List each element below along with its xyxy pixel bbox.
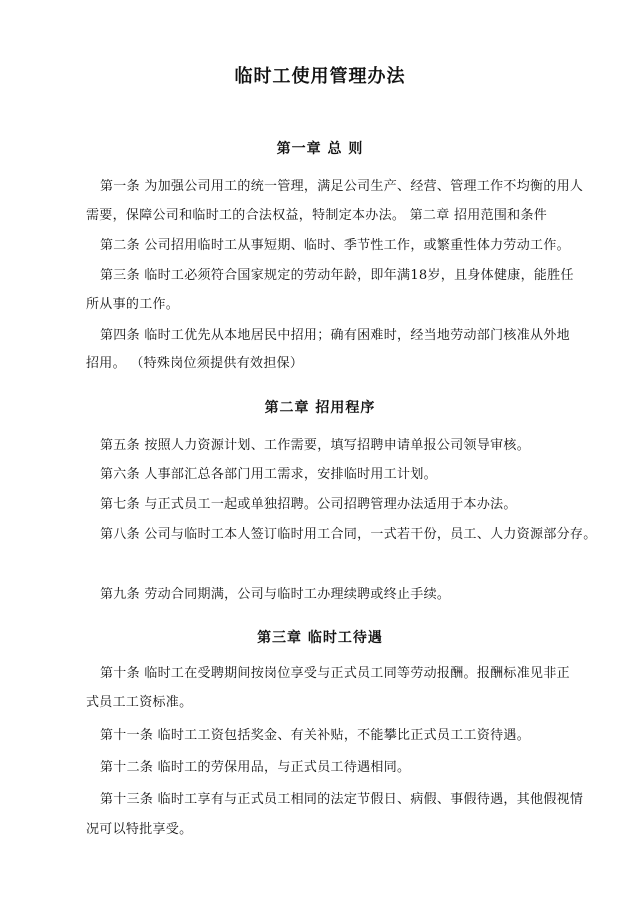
article-13-line-1: 第十三条 临时工享有与正式员工相同的法定节假日、病假、事假待遇，其他假视情 [100,792,584,807]
article-10-line-1: 第十条 临时工在受聘期间按岗位享受与正式员工同等劳动报酬。报酬标准见非正 [100,666,570,681]
chapter-2-heading: 第二章 招用程序 [264,400,376,416]
article-5: 第五条 按照人力资源计划、工作需要，填写招聘申请单报公司领导审核。 [100,438,531,453]
article-4-line-2: 招用。 （特殊岗位须提供有效担保） [86,356,304,371]
article-6: 第六条 人事部汇总各部门用工需求，安排临时用工计划。 [100,467,437,482]
article-9: 第九条 劳动合同期满，公司与临时工办理续聘或终止手续。 [100,587,451,602]
article-13-line-2: 况可以特批享受。 [86,822,193,837]
article-12: 第十二条 临时工的劳保用品，与正式员工待遇相同。 [100,760,411,775]
article-1-line-2: 需要，保障公司和临时工的合法权益，特制定本办法。 第二章 招用范围和条件 [86,208,548,223]
article-10-line-2: 式员工工资标准。 [86,695,193,710]
document-title: 临时工使用管理办法 [234,66,406,87]
article-4-line-1: 第四条 临时工优先从本地居民中招用；确有困难时，经当地劳动部门核准从外地 [100,328,570,343]
article-1-line-1: 第一条 为加强公司用工的统一管理，满足公司生产、经营、管理工作不均衡的用人 [100,179,584,194]
article-3-line-2: 所从事的工作。 [86,297,180,312]
chapter-3-heading: 第三章 临时工待遇 [257,630,383,646]
article-11: 第十一条 临时工工资包括奖金、有关补贴，不能攀比正式员工工资待遇。 [100,728,531,743]
article-8: 第八条 公司与临时工本人签订临时用工合同，一式若干份，员工、人力资源部分存。 [100,527,597,542]
chapter-1-heading: 第一章 总 则 [276,141,364,157]
article-3-line-1: 第三条 临时工必须符合国家规定的劳动年龄，即年满18岁，且身体健康，能胜任 [100,268,574,283]
article-2: 第二条 公司招用临时工从事短期、临时、季节性工作，或繁重性体力劳动工作。 [100,238,570,253]
article-7: 第七条 与正式员工一起或单独招聘。公司招聘管理办法适用于本办法。 [100,497,517,512]
